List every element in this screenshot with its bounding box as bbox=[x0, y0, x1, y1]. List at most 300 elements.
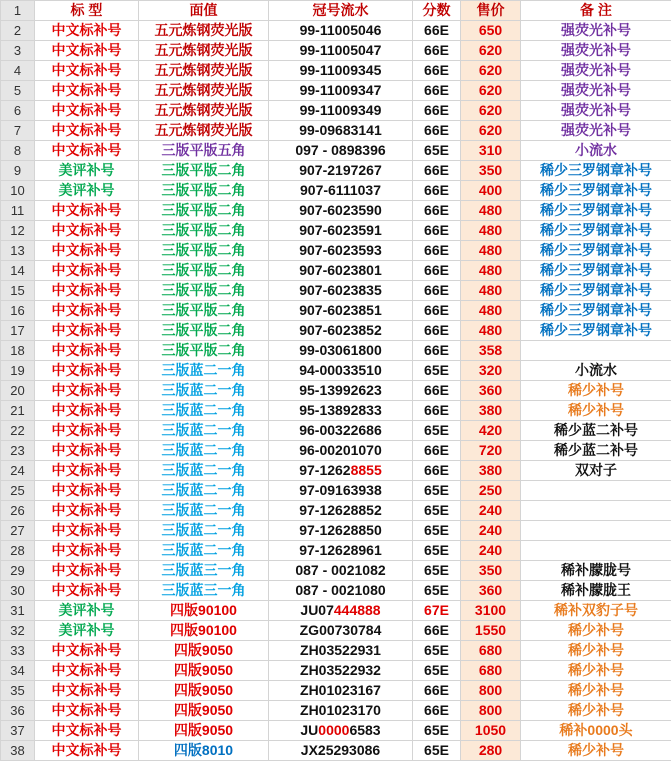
cell-serial[interactable] bbox=[269, 121, 413, 141]
cell-note[interactable]: 稀少补号 bbox=[521, 701, 671, 721]
serial-text: 97-12628961 bbox=[299, 542, 382, 558]
serial-text: 95-13992623 bbox=[299, 382, 382, 398]
cell-grade[interactable]: 65E bbox=[413, 561, 461, 581]
cell-serial[interactable] bbox=[269, 701, 413, 721]
row-number: 1 bbox=[1, 1, 35, 21]
cell-face[interactable]: 五元炼钢荧光版 bbox=[139, 121, 269, 141]
cell-price[interactable]: 720 bbox=[461, 441, 521, 461]
cell-grade[interactable]: 66E bbox=[413, 281, 461, 301]
serial-text: 97-12628852 bbox=[299, 502, 382, 518]
cell-type[interactable]: 中文标补号 bbox=[35, 301, 139, 321]
table-row bbox=[1, 521, 671, 541]
cell-serial[interactable] bbox=[269, 661, 413, 681]
cell-face[interactable]: 三版蓝二一角 bbox=[139, 421, 269, 441]
cell-price[interactable]: 480 bbox=[461, 201, 521, 221]
cell-grade[interactable]: 66E bbox=[413, 401, 461, 421]
cell-face[interactable]: 三版平版二角 bbox=[139, 321, 269, 341]
cell-price[interactable]: 310 bbox=[461, 141, 521, 161]
cell-price[interactable]: 320 bbox=[461, 361, 521, 381]
cell-type[interactable]: 中文标补号 bbox=[35, 721, 139, 741]
cell-price[interactable]: 280 bbox=[461, 741, 521, 761]
cell-type[interactable]: 中文标补号 bbox=[35, 141, 139, 161]
cell-face[interactable]: 三版蓝二一角 bbox=[139, 461, 269, 481]
table-row bbox=[1, 261, 671, 281]
cell-price[interactable]: 380 bbox=[461, 401, 521, 421]
header-serial[interactable]: 冠号流水 bbox=[269, 1, 413, 21]
cell-grade[interactable]: 65E bbox=[413, 361, 461, 381]
cell-face[interactable]: 五元炼钢荧光版 bbox=[139, 61, 269, 81]
cell-face[interactable]: 五元炼钢荧光版 bbox=[139, 21, 269, 41]
row-number: 17 bbox=[1, 321, 35, 341]
cell-price[interactable]: 620 bbox=[461, 41, 521, 61]
row-number: 37 bbox=[1, 721, 35, 741]
cell-type[interactable]: 中文标补号 bbox=[35, 81, 139, 101]
cell-price[interactable]: 400 bbox=[461, 181, 521, 201]
cell-type[interactable]: 中文标补号 bbox=[35, 521, 139, 541]
serial-text: 94-00033510 bbox=[299, 362, 382, 378]
cell-face[interactable]: 四版9050 bbox=[139, 661, 269, 681]
cell-face[interactable]: 四版9050 bbox=[139, 701, 269, 721]
cell-grade[interactable]: 66E bbox=[413, 201, 461, 221]
row-number: 12 bbox=[1, 221, 35, 241]
cell-grade[interactable]: 66E bbox=[413, 101, 461, 121]
cell-type[interactable]: 中文标补号 bbox=[35, 101, 139, 121]
cell-price[interactable]: 240 bbox=[461, 501, 521, 521]
cell-type[interactable]: 美评补号 bbox=[35, 621, 139, 641]
cell-type[interactable]: 中文标补号 bbox=[35, 401, 139, 421]
cell-type[interactable]: 中文标补号 bbox=[35, 441, 139, 461]
cell-face[interactable]: 三版蓝二一角 bbox=[139, 401, 269, 421]
table-row bbox=[1, 221, 671, 241]
cell-serial[interactable] bbox=[269, 681, 413, 701]
cell-face[interactable]: 三版平版二角 bbox=[139, 221, 269, 241]
cell-price[interactable]: 360 bbox=[461, 581, 521, 601]
cell-grade[interactable]: 66E bbox=[413, 161, 461, 181]
cell-face[interactable]: 四版90100 bbox=[139, 621, 269, 641]
cell-note[interactable]: 强荧光补号 bbox=[521, 21, 671, 41]
cell-type[interactable]: 中文标补号 bbox=[35, 461, 139, 481]
serial-text: 99-11009345 bbox=[299, 62, 382, 78]
serial-text: JX25293086 bbox=[300, 742, 381, 758]
header-type[interactable]: 标 型 bbox=[35, 1, 139, 21]
cell-type[interactable]: 中文标补号 bbox=[35, 361, 139, 381]
table-row bbox=[1, 581, 671, 601]
cell-serial[interactable] bbox=[269, 461, 413, 481]
cell-price[interactable]: 480 bbox=[461, 301, 521, 321]
cell-face[interactable]: 五元炼钢荧光版 bbox=[139, 81, 269, 101]
cell-grade[interactable]: 66E bbox=[413, 301, 461, 321]
cell-serial[interactable] bbox=[269, 481, 413, 501]
cell-price[interactable]: 480 bbox=[461, 261, 521, 281]
cell-price[interactable]: 250 bbox=[461, 481, 521, 501]
cell-type[interactable]: 中文标补号 bbox=[35, 241, 139, 261]
cell-type[interactable]: 中文标补号 bbox=[35, 681, 139, 701]
cell-price[interactable]: 680 bbox=[461, 641, 521, 661]
cell-face[interactable]: 三版蓝二一角 bbox=[139, 541, 269, 561]
cell-note[interactable]: 稀少三罗钢章补号 bbox=[521, 261, 671, 281]
cell-price[interactable]: 480 bbox=[461, 221, 521, 241]
cell-grade[interactable]: 66E bbox=[413, 61, 461, 81]
cell-grade[interactable]: 65E bbox=[413, 421, 461, 441]
table-row bbox=[1, 561, 671, 581]
row-number: 33 bbox=[1, 641, 35, 661]
cell-grade[interactable]: 65E bbox=[413, 641, 461, 661]
cell-type[interactable]: 中文标补号 bbox=[35, 261, 139, 281]
cell-face[interactable]: 三版蓝二一角 bbox=[139, 381, 269, 401]
cell-type[interactable]: 中文标补号 bbox=[35, 121, 139, 141]
table-row bbox=[1, 181, 671, 201]
cell-face[interactable]: 三版蓝二一角 bbox=[139, 501, 269, 521]
serial-text: JU07 bbox=[300, 602, 334, 618]
table-row bbox=[1, 621, 671, 641]
serial-text: 99-11005047 bbox=[299, 42, 382, 58]
cell-serial[interactable] bbox=[269, 401, 413, 421]
row-number: 18 bbox=[1, 341, 35, 361]
cell-serial[interactable] bbox=[269, 301, 413, 321]
cell-note[interactable]: 稀补朦胧号 bbox=[521, 561, 671, 581]
cell-serial[interactable] bbox=[269, 341, 413, 361]
cell-grade[interactable]: 66E bbox=[413, 341, 461, 361]
table-row bbox=[1, 141, 671, 161]
cell-price[interactable]: 1550 bbox=[461, 621, 521, 641]
row-number: 24 bbox=[1, 461, 35, 481]
cell-type[interactable]: 美评补号 bbox=[35, 601, 139, 621]
cell-note[interactable]: 稀少三罗钢章补号 bbox=[521, 161, 671, 181]
cell-grade[interactable]: 66E bbox=[413, 381, 461, 401]
cell-type[interactable]: 中文标补号 bbox=[35, 221, 139, 241]
cell-serial[interactable] bbox=[269, 381, 413, 401]
cell-price[interactable]: 800 bbox=[461, 701, 521, 721]
cell-serial[interactable] bbox=[269, 541, 413, 561]
cell-serial[interactable] bbox=[269, 421, 413, 441]
cell-note[interactable]: 强荧光补号 bbox=[521, 81, 671, 101]
cell-price[interactable]: 620 bbox=[461, 81, 521, 101]
cell-grade[interactable]: 65E bbox=[413, 481, 461, 501]
cell-type[interactable]: 中文标补号 bbox=[35, 541, 139, 561]
cell-price[interactable]: 620 bbox=[461, 61, 521, 81]
cell-type[interactable]: 中文标补号 bbox=[35, 481, 139, 501]
cell-price[interactable]: 380 bbox=[461, 461, 521, 481]
cell-note[interactable]: 稀少补号 bbox=[521, 641, 671, 661]
row-number: 29 bbox=[1, 561, 35, 581]
serial-text: 097 - 0898396 bbox=[295, 142, 386, 158]
cell-grade[interactable]: 66E bbox=[413, 461, 461, 481]
row-number: 14 bbox=[1, 261, 35, 281]
row-number: 27 bbox=[1, 521, 35, 541]
cell-face[interactable]: 四版9050 bbox=[139, 641, 269, 661]
cell-price[interactable]: 1050 bbox=[461, 721, 521, 741]
cell-price[interactable]: 240 bbox=[461, 541, 521, 561]
cell-type[interactable]: 中文标补号 bbox=[35, 61, 139, 81]
cell-price[interactable]: 480 bbox=[461, 281, 521, 301]
table-row bbox=[1, 701, 671, 721]
table-row bbox=[1, 321, 671, 341]
cell-price[interactable]: 680 bbox=[461, 661, 521, 681]
cell-serial[interactable] bbox=[269, 581, 413, 601]
cell-note[interactable]: 双对子 bbox=[521, 461, 671, 481]
row-number: 6 bbox=[1, 101, 35, 121]
cell-face[interactable]: 三版平版二角 bbox=[139, 341, 269, 361]
cell-note[interactable]: 强荧光补号 bbox=[521, 101, 671, 121]
cell-serial[interactable] bbox=[269, 101, 413, 121]
cell-face[interactable]: 五元炼钢荧光版 bbox=[139, 101, 269, 121]
cell-type[interactable]: 美评补号 bbox=[35, 161, 139, 181]
cell-grade[interactable]: 65E bbox=[413, 521, 461, 541]
cell-face[interactable]: 三版蓝二一角 bbox=[139, 361, 269, 381]
cell-price[interactable]: 620 bbox=[461, 101, 521, 121]
cell-serial[interactable] bbox=[269, 361, 413, 381]
cell-grade[interactable]: 66E bbox=[413, 441, 461, 461]
cell-type[interactable]: 中文标补号 bbox=[35, 281, 139, 301]
serial-text: 907-6111037 bbox=[300, 182, 381, 198]
cell-price[interactable]: 800 bbox=[461, 681, 521, 701]
cell-note[interactable]: 稀少补号 bbox=[521, 401, 671, 421]
cell-price[interactable]: 350 bbox=[461, 161, 521, 181]
cell-type[interactable]: 中文标补号 bbox=[35, 561, 139, 581]
cell-grade[interactable]: 66E bbox=[413, 81, 461, 101]
header-price[interactable]: 售价 bbox=[461, 1, 521, 21]
cell-face[interactable]: 三版平版二角 bbox=[139, 281, 269, 301]
row-number: 26 bbox=[1, 501, 35, 521]
row-number: 10 bbox=[1, 181, 35, 201]
cell-note[interactable]: 稀补双豹子号 bbox=[521, 601, 671, 621]
header-grade[interactable]: 分数 bbox=[413, 1, 461, 21]
serial-text: 907-6023591 bbox=[299, 222, 382, 238]
cell-note[interactable]: 稀少三罗钢章补号 bbox=[521, 241, 671, 261]
cell-grade[interactable]: 66E bbox=[413, 621, 461, 641]
cell-serial[interactable] bbox=[269, 501, 413, 521]
cell-serial[interactable] bbox=[269, 141, 413, 161]
cell-price[interactable]: 420 bbox=[461, 421, 521, 441]
cell-serial[interactable] bbox=[269, 601, 413, 621]
cell-serial[interactable] bbox=[269, 181, 413, 201]
cell-face[interactable]: 三版平版五角 bbox=[139, 141, 269, 161]
cell-grade[interactable]: 66E bbox=[413, 21, 461, 41]
cell-face[interactable]: 五元炼钢荧光版 bbox=[139, 41, 269, 61]
cell-price[interactable]: 350 bbox=[461, 561, 521, 581]
cell-grade[interactable]: 66E bbox=[413, 221, 461, 241]
table-row bbox=[1, 721, 671, 741]
cell-note[interactable]: 稀补0000头 bbox=[521, 721, 671, 741]
cell-face[interactable]: 三版蓝二一角 bbox=[139, 521, 269, 541]
table-row bbox=[1, 41, 671, 61]
cell-note[interactable] bbox=[521, 481, 671, 501]
cell-serial[interactable] bbox=[269, 561, 413, 581]
cell-serial[interactable] bbox=[269, 521, 413, 541]
cell-type[interactable]: 中文标补号 bbox=[35, 421, 139, 441]
table-row bbox=[1, 541, 671, 561]
cell-type[interactable]: 中文标补号 bbox=[35, 341, 139, 361]
cell-type[interactable]: 中文标补号 bbox=[35, 201, 139, 221]
cell-face[interactable]: 三版平版二角 bbox=[139, 201, 269, 221]
serial-text: 96-00201070 bbox=[299, 442, 382, 458]
cell-face[interactable]: 三版蓝二一角 bbox=[139, 481, 269, 501]
table-row bbox=[1, 601, 671, 621]
serial-text: 97-09163938 bbox=[299, 482, 382, 498]
cell-face[interactable]: 三版平版二角 bbox=[139, 241, 269, 261]
cell-note[interactable] bbox=[521, 341, 671, 361]
row-number: 21 bbox=[1, 401, 35, 421]
row-number: 34 bbox=[1, 661, 35, 681]
cell-note[interactable]: 强荧光补号 bbox=[521, 61, 671, 81]
serial-text: 99-09683141 bbox=[299, 122, 382, 138]
cell-price[interactable]: 240 bbox=[461, 521, 521, 541]
cell-note[interactable]: 稀少三罗钢章补号 bbox=[521, 301, 671, 321]
cell-face[interactable]: 三版蓝三一角 bbox=[139, 561, 269, 581]
header-note[interactable]: 备 注 bbox=[521, 1, 671, 21]
row-number: 11 bbox=[1, 201, 35, 221]
cell-note[interactable] bbox=[521, 501, 671, 521]
cell-note[interactable] bbox=[521, 541, 671, 561]
cell-type[interactable]: 中文标补号 bbox=[35, 741, 139, 761]
cell-note[interactable]: 稀少三罗钢章补号 bbox=[521, 321, 671, 341]
cell-grade[interactable]: 65E bbox=[413, 581, 461, 601]
row-number: 8 bbox=[1, 141, 35, 161]
cell-face[interactable]: 三版平版二角 bbox=[139, 301, 269, 321]
cell-serial[interactable] bbox=[269, 641, 413, 661]
cell-price[interactable]: 480 bbox=[461, 241, 521, 261]
cell-note[interactable]: 稀少蓝二补号 bbox=[521, 421, 671, 441]
cell-serial[interactable] bbox=[269, 221, 413, 241]
header-face[interactable]: 面值 bbox=[139, 1, 269, 21]
row-number: 23 bbox=[1, 441, 35, 461]
table-row bbox=[1, 641, 671, 661]
cell-note[interactable]: 稀少补号 bbox=[521, 741, 671, 761]
row-number: 9 bbox=[1, 161, 35, 181]
cell-note[interactable]: 稀少三罗钢章补号 bbox=[521, 221, 671, 241]
cell-face[interactable]: 三版平版二角 bbox=[139, 181, 269, 201]
cell-note[interactable]: 稀少补号 bbox=[521, 661, 671, 681]
serial-text: 97-12628850 bbox=[299, 522, 382, 538]
cell-serial[interactable] bbox=[269, 41, 413, 61]
serial-text: ZH03522932 bbox=[300, 662, 381, 678]
cell-type[interactable]: 中文标补号 bbox=[35, 21, 139, 41]
cell-grade[interactable]: 65E bbox=[413, 721, 461, 741]
cell-serial[interactable] bbox=[269, 21, 413, 41]
cell-serial[interactable] bbox=[269, 721, 413, 741]
cell-serial[interactable] bbox=[269, 241, 413, 261]
cell-note[interactable]: 小流水 bbox=[521, 141, 671, 161]
cell-price[interactable]: 650 bbox=[461, 21, 521, 41]
row-number: 32 bbox=[1, 621, 35, 641]
cell-type[interactable]: 中文标补号 bbox=[35, 661, 139, 681]
table-row bbox=[1, 81, 671, 101]
table-row bbox=[1, 61, 671, 81]
cell-note[interactable]: 强荧光补号 bbox=[521, 41, 671, 61]
cell-note[interactable]: 稀少补号 bbox=[521, 621, 671, 641]
cell-note[interactable]: 稀少三罗钢章补号 bbox=[521, 181, 671, 201]
cell-grade[interactable]: 66E bbox=[413, 701, 461, 721]
cell-grade[interactable]: 66E bbox=[413, 321, 461, 341]
cell-serial[interactable] bbox=[269, 61, 413, 81]
cell-grade[interactable]: 66E bbox=[413, 241, 461, 261]
table-row bbox=[1, 401, 671, 421]
row-number: 28 bbox=[1, 541, 35, 561]
cell-note[interactable]: 稀少补号 bbox=[521, 681, 671, 701]
cell-note[interactable]: 稀少三罗钢章补号 bbox=[521, 201, 671, 221]
cell-note[interactable]: 稀少三罗钢章补号 bbox=[521, 281, 671, 301]
cell-price[interactable]: 360 bbox=[461, 381, 521, 401]
cell-type[interactable]: 中文标补号 bbox=[35, 41, 139, 61]
row-number: 22 bbox=[1, 421, 35, 441]
cell-face[interactable]: 四版90100 bbox=[139, 601, 269, 621]
cell-serial[interactable] bbox=[269, 261, 413, 281]
header-row bbox=[1, 1, 671, 21]
cell-type[interactable]: 中文标补号 bbox=[35, 321, 139, 341]
cell-price[interactable]: 480 bbox=[461, 321, 521, 341]
row-number: 19 bbox=[1, 361, 35, 381]
cell-note[interactable]: 稀少蓝二补号 bbox=[521, 441, 671, 461]
cell-note[interactable]: 稀少补号 bbox=[521, 381, 671, 401]
cell-face[interactable]: 三版蓝二一角 bbox=[139, 441, 269, 461]
cell-price[interactable]: 358 bbox=[461, 341, 521, 361]
cell-type[interactable]: 中文标补号 bbox=[35, 381, 139, 401]
row-number: 30 bbox=[1, 581, 35, 601]
cell-grade[interactable]: 65E bbox=[413, 541, 461, 561]
cell-price[interactable]: 620 bbox=[461, 121, 521, 141]
cell-grade[interactable]: 65E bbox=[413, 501, 461, 521]
serial-highlight: 8855 bbox=[350, 462, 382, 478]
cell-note[interactable]: 稀补朦胧王 bbox=[521, 581, 671, 601]
table-row bbox=[1, 441, 671, 461]
cell-serial[interactable] bbox=[269, 441, 413, 461]
cell-serial[interactable] bbox=[269, 81, 413, 101]
cell-serial[interactable] bbox=[269, 621, 413, 641]
cell-face[interactable]: 三版平版二角 bbox=[139, 161, 269, 181]
cell-grade[interactable]: 67E bbox=[413, 601, 461, 621]
cell-type[interactable]: 中文标补号 bbox=[35, 701, 139, 721]
table-row bbox=[1, 121, 671, 141]
cell-price[interactable]: 3100 bbox=[461, 601, 521, 621]
serial-text: 907-6023851 bbox=[299, 302, 382, 318]
cell-type[interactable]: 中文标补号 bbox=[35, 641, 139, 661]
cell-grade[interactable]: 66E bbox=[413, 261, 461, 281]
cell-face[interactable]: 四版9050 bbox=[139, 681, 269, 701]
serial-text: ZH03522931 bbox=[300, 642, 381, 658]
cell-face[interactable]: 三版蓝三一角 bbox=[139, 581, 269, 601]
cell-type[interactable]: 中文标补号 bbox=[35, 581, 139, 601]
cell-note[interactable]: 强荧光补号 bbox=[521, 121, 671, 141]
cell-grade[interactable]: 66E bbox=[413, 181, 461, 201]
row-number: 20 bbox=[1, 381, 35, 401]
cell-face[interactable]: 四版9050 bbox=[139, 721, 269, 741]
cell-grade[interactable]: 66E bbox=[413, 121, 461, 141]
table-row bbox=[1, 161, 671, 181]
table-row bbox=[1, 101, 671, 121]
serial-highlight: 0000 bbox=[318, 722, 350, 738]
table-row bbox=[1, 741, 671, 761]
cell-note[interactable] bbox=[521, 521, 671, 541]
cell-grade[interactable]: 66E bbox=[413, 681, 461, 701]
serial-text: 95-13892833 bbox=[299, 402, 382, 418]
cell-grade[interactable]: 65E bbox=[413, 741, 461, 761]
cell-serial[interactable] bbox=[269, 281, 413, 301]
cell-serial[interactable] bbox=[269, 321, 413, 341]
cell-serial[interactable] bbox=[269, 741, 413, 761]
cell-grade[interactable]: 65E bbox=[413, 661, 461, 681]
table-row bbox=[1, 201, 671, 221]
serial-text: 97-1262 bbox=[299, 462, 351, 478]
cell-grade[interactable]: 66E bbox=[413, 41, 461, 61]
cell-face[interactable]: 四版8010 bbox=[139, 741, 269, 761]
cell-type[interactable]: 中文标补号 bbox=[35, 501, 139, 521]
cell-grade[interactable]: 65E bbox=[413, 141, 461, 161]
cell-serial[interactable] bbox=[269, 201, 413, 221]
cell-note[interactable]: 小流水 bbox=[521, 361, 671, 381]
cell-serial[interactable] bbox=[269, 161, 413, 181]
cell-type[interactable]: 美评补号 bbox=[35, 181, 139, 201]
cell-face[interactable]: 三版平版二角 bbox=[139, 261, 269, 281]
